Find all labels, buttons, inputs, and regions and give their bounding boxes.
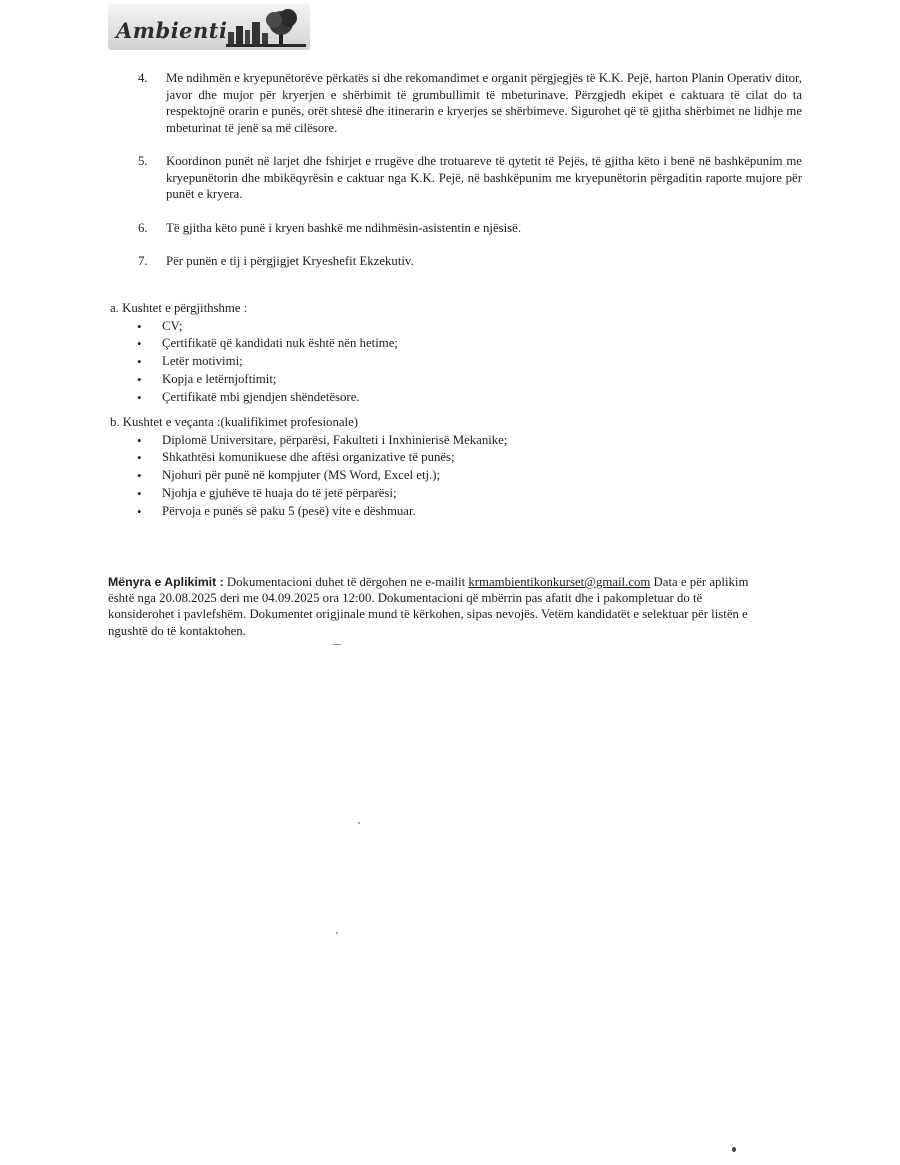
list-item [138, 70, 802, 136]
application-paragraph [108, 574, 768, 639]
scan-speck [732, 1147, 736, 1152]
scan-speck [336, 932, 338, 934]
bullet-list [110, 318, 710, 407]
bullet-item: • Shkathtësi komunikuese dhe aftësi organizative të punës; [110, 449, 710, 467]
application-intro: Dokumentacioni duhet të dërgohen ne e-mailit [223, 575, 469, 589]
city-tree-icon [226, 6, 306, 48]
bullet-item: • Përvoja e punës së paku 5 (pesë) vite e dëshmuar. [110, 503, 710, 521]
general-requirements [110, 300, 710, 406]
bullet-item: • CV; [110, 318, 710, 336]
bullet-list [110, 432, 710, 521]
bullet-item: • Çertifikatë që kandidati nuk është nën hetime; [110, 335, 710, 353]
list-item [138, 220, 802, 237]
item-text: Me ndihmën e kryepunëtorëve përkatës si dhe rekomandimet e organit përgjegjës të K.K. Pejë, harton Planin Operativ ditor, javor dhe mujor për kryerjen e shërbimit të grumbullimit të mbeturinave. Përzgjedh ekipet e caktuara të cilat do ta respektojnë orarin e punës, orët shtesë dhe itinerarin e kryerjes se shërbimeve. Sigurohet që të gjitha shërbimet ne lidhje me mbeturinat të jenë sa më cilësore. [166, 71, 802, 135]
bullet-item: • Njohja e gjuhëve të huaja do të jetë përparësi; [110, 485, 710, 503]
item-number: 7. [138, 254, 148, 268]
bullet-item: • Njohuri për punë në kompjuter (MS Word, Excel etj.); [110, 467, 710, 485]
application-label: Mënyra e Aplikimit : [108, 575, 224, 589]
bullet-item: • Çertifikatë mbi gjendjen shëndetësore. [110, 389, 710, 407]
scan-speck [332, 644, 342, 645]
email-link[interactable]: krmambientikonkurset@gmail.com [468, 575, 651, 589]
ambienti-logo [108, 4, 310, 50]
item-text: Të gjitha këto punë i kryen bashkë me ndihmësin-asistentin e njësisë. [166, 220, 522, 235]
section-heading: a. Kushtet e përgjithshme : [110, 301, 248, 315]
application-body: Data e për aplikim është nga 20.08.2025 deri me 04.09.2025 ora 12:00. Dokumentacioni që mbërrin pas afatit dhe i pakompletuar do të konsiderohet i pavlefshëm. Dokumentet origjinale mund të kërkohen, sipas nevojës. Vetëm kandidatët e selektuar për listën e ngushtë do të kontaktohen. [108, 575, 749, 638]
item-number: 5. [138, 154, 148, 168]
item-text: Për punën e tij i përgjigjet Kryeshefit Ekzekutiv. [166, 254, 414, 268]
duties-list [138, 70, 802, 287]
logo-text: Ambienti [116, 18, 228, 43]
item-number: 6. [138, 220, 148, 235]
specific-requirements [110, 414, 710, 520]
item-text: Koordinon punët në larjet dhe fshirjet e rrugëve dhe trotuareve të qytetit të Pejës, të gjitha këto i benë në bashkëpunim me kryepunëtorin dhe mbikëqyrësin e caktuar nga K.K. Pejë, në bashkëpunim me kryepunëtorin përgaditin raporte mujore për punët e kryera. [166, 154, 802, 201]
list-item [138, 253, 802, 270]
item-number: 4. [138, 71, 148, 85]
bullet-item: • Kopja e letërnjoftimit; [110, 371, 710, 389]
bullet-item: • Letër motivimi; [110, 353, 710, 371]
scan-speck [358, 822, 360, 824]
list-item [138, 153, 802, 203]
section-heading: b. Kushtet e veçanta :(kualifikimet profesionale) [110, 415, 359, 429]
bullet-item: • Diplomë Universitare, përparësi, Fakulteti i Inxhinierisë Mekanike; [110, 432, 710, 450]
